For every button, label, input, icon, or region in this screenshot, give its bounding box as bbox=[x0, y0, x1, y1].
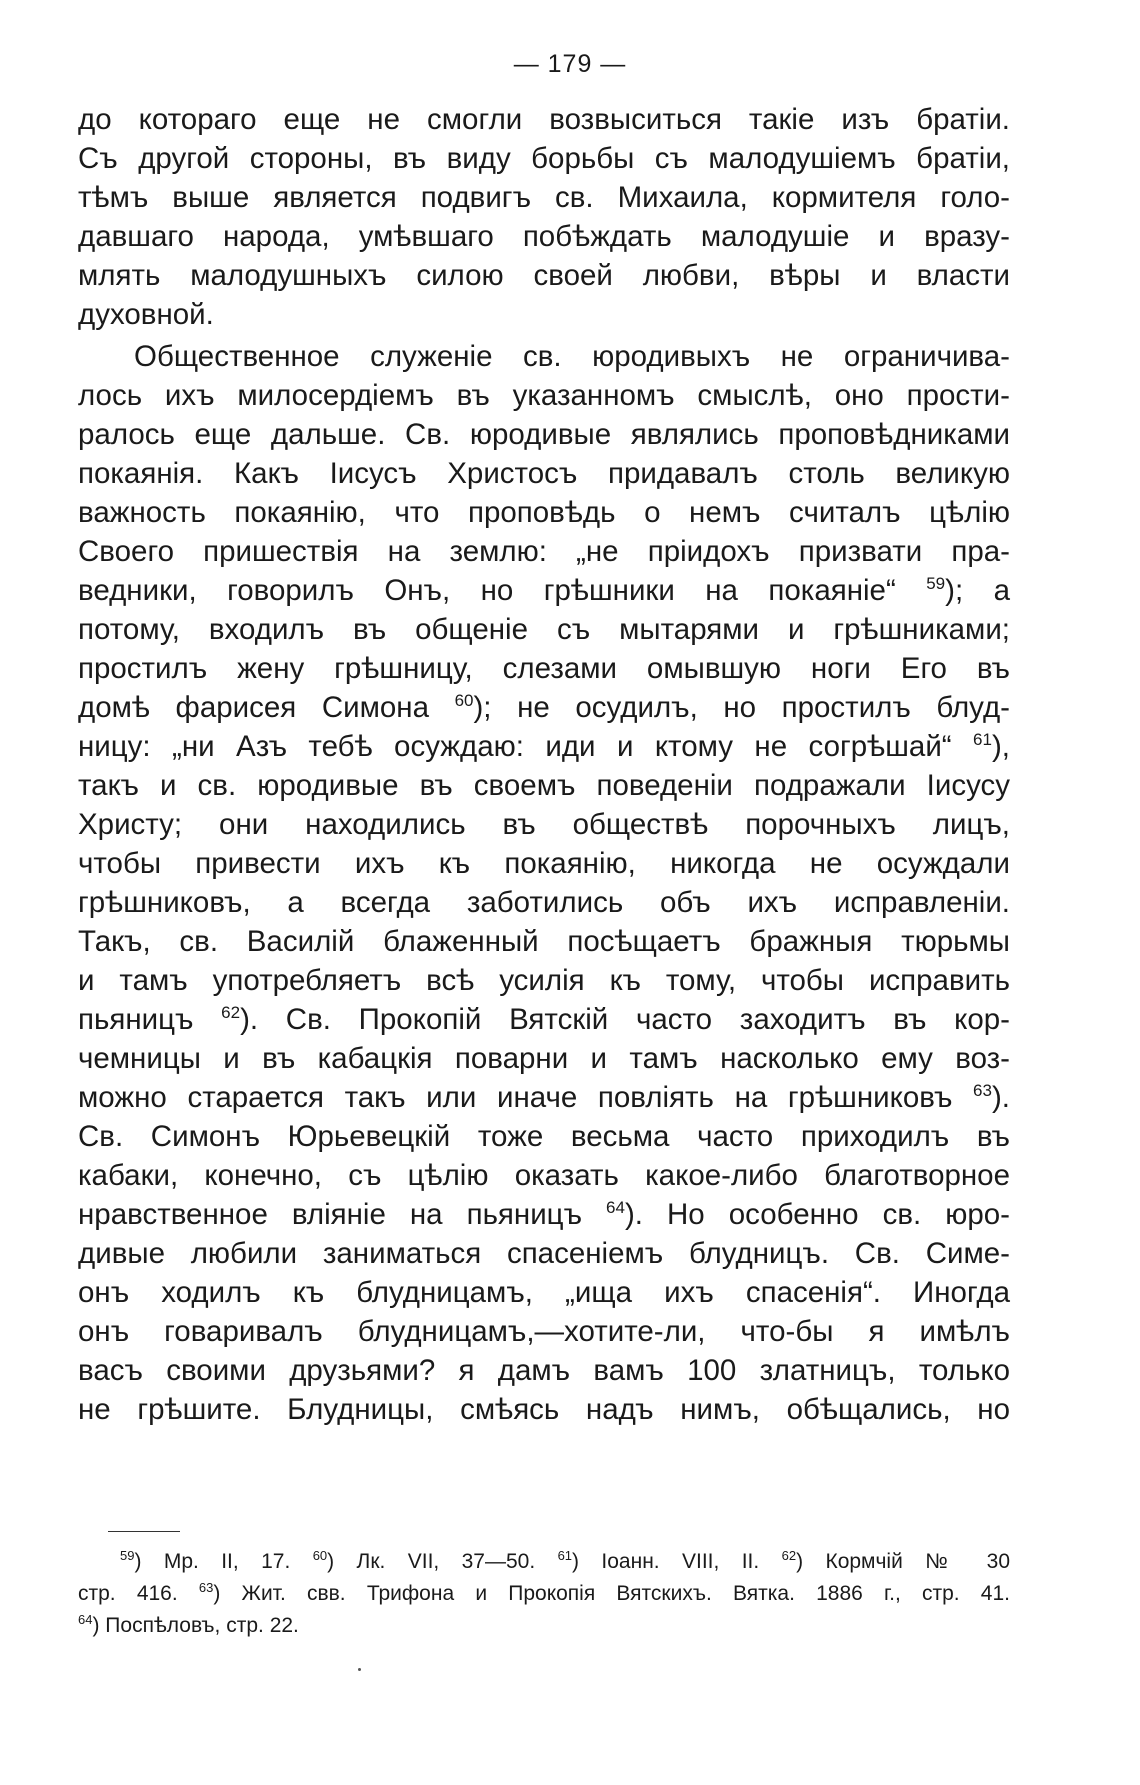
text-line: простилъ жену грѣшницу, слезами омывшую ноги Его въ bbox=[78, 652, 1010, 685]
text-line: Св. Симонъ Юрьевецкій тоже весьма часто приходилъ въ bbox=[78, 1120, 1010, 1153]
text-line: ницу: „ни Азъ тебѣ осуждаю: иди и ктому не согрѣшай“ $^{61}$), bbox=[78, 730, 1010, 763]
text-line: пьяницъ $^{62}$). Св. Прокопій Вятскій часто заходитъ въ кор- bbox=[78, 1003, 1010, 1036]
footnote-ref[interactable]: 63 bbox=[973, 1081, 992, 1101]
footnote-separator bbox=[108, 1531, 180, 1532]
text-line: нравственное вліяніе на пьяницъ $^{64}$). Но особенно св. юро- bbox=[78, 1198, 1011, 1231]
footnote-ref[interactable]: 59 bbox=[926, 574, 946, 594]
text-line: такъ и св. юродивые въ своемъ поведеніи подражали Іисусу bbox=[78, 769, 1010, 802]
footnote-62: $^{62}$) Кормчій № 30 bbox=[781, 1548, 1011, 1573]
text-line: чтобы привести ихъ къ покаянію, никогда не осуждали bbox=[78, 847, 1010, 880]
text-line: лось ихъ милосердіемъ въ указанномъ смыслѣ, оно прости- bbox=[78, 379, 1010, 412]
text-line: давшаго народа, умѣвшаго побѣждать малодушіе и вразу- bbox=[78, 220, 1010, 253]
text-line: дивые любили заниматься спасеніемъ блудницъ. Св. Симе- bbox=[78, 1237, 1010, 1270]
footnote-line: стр. 416. $^{63}$) Жит. свв. Трифона и Прокопія Вятскихъ. Вятка. 1886 г., стр. 41. bbox=[78, 1580, 1010, 1605]
footnote-60: $^{60}$) Лк. VII, 37—50. bbox=[312, 1548, 536, 1573]
footnote-ref[interactable]: 60 bbox=[454, 691, 474, 711]
main-text bbox=[78, 100, 1010, 1429]
text-line: важность покаянію, что проповѣдь о немъ считалъ цѣлію bbox=[78, 496, 1010, 529]
text-line: покаянія. Какъ Іисусъ Христосъ придавалъ столь великую bbox=[78, 457, 1010, 490]
text-line: Общественное служеніе св. юродивыхъ не ограничива- bbox=[134, 340, 1010, 373]
text-line: Съ другой стороны, въ виду борьбы съ малодушіемъ братіи, bbox=[78, 142, 1010, 175]
footnote-63: $^{63}$) Жит. свв. Трифона и Прокопія Вятскихъ. Вятка. 1886 г., стр. 41. bbox=[198, 1580, 1010, 1605]
text-line: ведники, говорилъ Онъ, но грѣшники на покаяніе“ $^{59}$); а bbox=[78, 574, 1010, 607]
text-line: онъ говаривалъ блудницамъ,—хотите-ли, что-бы я имѣлъ bbox=[78, 1315, 1010, 1348]
text-line: можно старается такъ или иначе повліять на грѣшниковъ $^{63}$). bbox=[78, 1081, 1010, 1114]
text-line: грѣшниковъ, а всегда заботились объ ихъ исправленіи. bbox=[78, 886, 1010, 919]
text-line: кабаки, конечно, съ цѣлію оказать какое-либо благотворное bbox=[78, 1159, 1010, 1192]
footnote-61: $^{61}$) Іоанн. VIII, II. bbox=[557, 1548, 760, 1573]
footnote-59: $^{59}$) Мр. II, 17. bbox=[120, 1548, 291, 1573]
text-line: Христу; они находились въ обществѣ порочныхъ лицъ, bbox=[78, 808, 1010, 841]
text-line: Такъ, св. Василій блаженный посѣщаетъ бражныя тюрьмы bbox=[78, 925, 1010, 958]
text-line: Своего пришествія на землю: „не пріидохъ призвати пра- bbox=[78, 535, 1010, 568]
text-line: онъ ходилъ къ блудницамъ, „ища ихъ спасенія“. Иногда bbox=[78, 1276, 1010, 1309]
text-line: васъ своими друзьями? я дамъ вамъ 100 златницъ, только bbox=[78, 1354, 1010, 1387]
footnote-64: $^{64}$) Поспѣловъ, стр. 22. bbox=[78, 1612, 299, 1637]
text-line: потому, входилъ въ общеніе съ мытарями и грѣшниками; bbox=[78, 613, 1010, 646]
footnote-ref[interactable]: 62 bbox=[221, 1003, 241, 1023]
footnote-ref[interactable]: 61 bbox=[973, 730, 992, 750]
text-line: до котораго еще не смогли возвыситься такіе изъ братіи. bbox=[78, 103, 1010, 136]
footnote-line bbox=[78, 1546, 1010, 1578]
text-line: тѣмъ выше является подвигъ св. Михаила, кормителя голо- bbox=[78, 181, 1010, 214]
text-line: духовной. bbox=[78, 298, 214, 331]
text-line: ралось еще дальше. Св. юродивые являлись проповѣдниками bbox=[78, 418, 1010, 451]
footnote-line bbox=[78, 1610, 1010, 1642]
footnote-ref[interactable]: 64 bbox=[606, 1198, 625, 1218]
text-line: домѣ фарисея Симона $^{60}$); не осудилъ, но простилъ блуд- bbox=[78, 691, 1010, 724]
text-line: и тамъ употребляетъ всѣ усилія къ тому, чтобы исправить bbox=[78, 964, 1010, 997]
footnotes bbox=[78, 1546, 1010, 1642]
page-number: — 179 — bbox=[513, 50, 627, 78]
text-line: не грѣшите. Блудницы, смѣясь надъ нимъ, обѣщались, но bbox=[78, 1393, 1010, 1426]
text-line: чемницы и въ кабацкія поварни и тамъ насколько ему воз- bbox=[78, 1042, 1010, 1075]
text-line: млять малодушныхъ силою своей любви, вѣры и власти bbox=[78, 259, 1010, 292]
print-speck bbox=[358, 1668, 361, 1671]
